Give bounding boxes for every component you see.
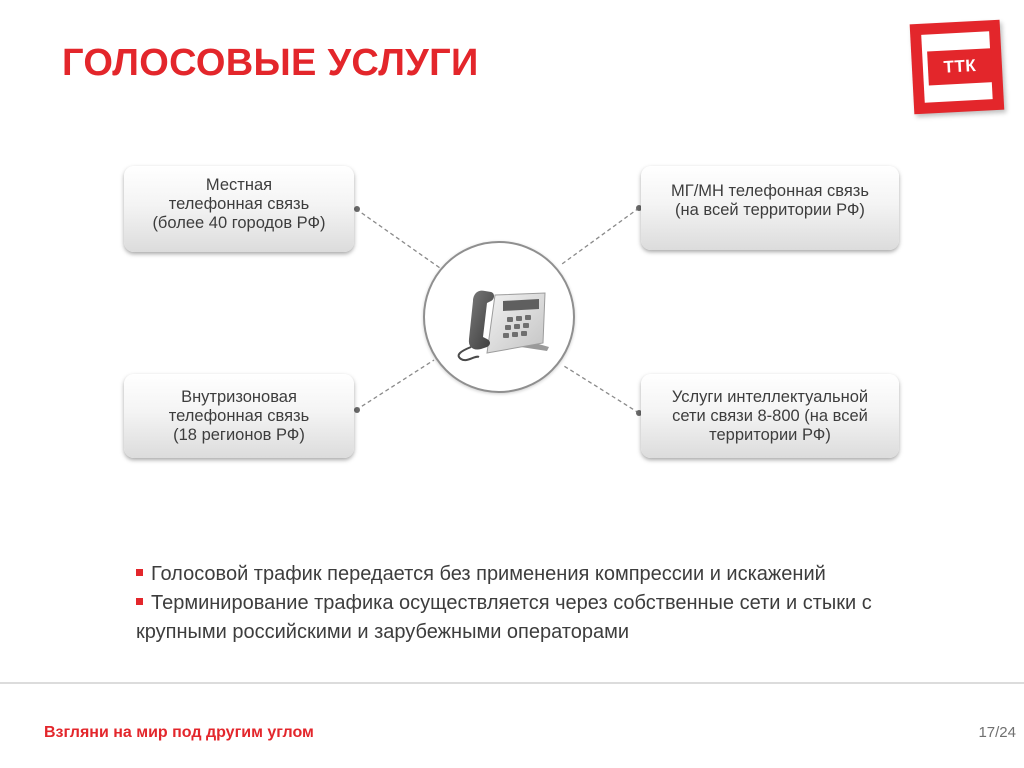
bullet-item (136, 560, 956, 589)
footer-slogan: Взгляни на мир под другим углом (44, 724, 314, 741)
connector-bottom-left (356, 360, 434, 410)
service-long-distance-telephony: МГ/МН телефонная связь (на всей территории РФ) (641, 166, 899, 250)
connector-dot-bottom-left (354, 407, 360, 413)
logo-text: ТТК (927, 48, 993, 85)
bullet-marker-icon (136, 569, 143, 576)
bullet-text: Терминирование трафика осуществляется через собственные сети и стыки с крупными российскими и зарубежными операторами (136, 592, 872, 643)
service-intrazonal-telephony: Внутризоновая телефонная связь (18 регионов РФ) (124, 374, 354, 458)
bullet-text: Голосовой трафик передается без применения компрессии и искажений (151, 563, 826, 585)
bullet-marker-icon (136, 598, 143, 605)
page-title: ГОЛОСОВЫЕ УСЛУГИ (62, 42, 479, 84)
connector-dot-top-left (354, 206, 360, 212)
phone-hub (423, 241, 575, 393)
footer-divider (0, 682, 1024, 684)
bullet-item (136, 589, 956, 647)
service-local-telephony: Местная телефонная связь (более 40 городов РФ) (124, 166, 354, 252)
bullet-list (136, 560, 956, 647)
service-intelligent-network-8800: Услуги интеллектуальной сети связи 8-800 (на всей территории РФ) (641, 374, 899, 458)
desk-phone-icon (425, 243, 577, 395)
page-number: 17/24 (978, 724, 1016, 741)
